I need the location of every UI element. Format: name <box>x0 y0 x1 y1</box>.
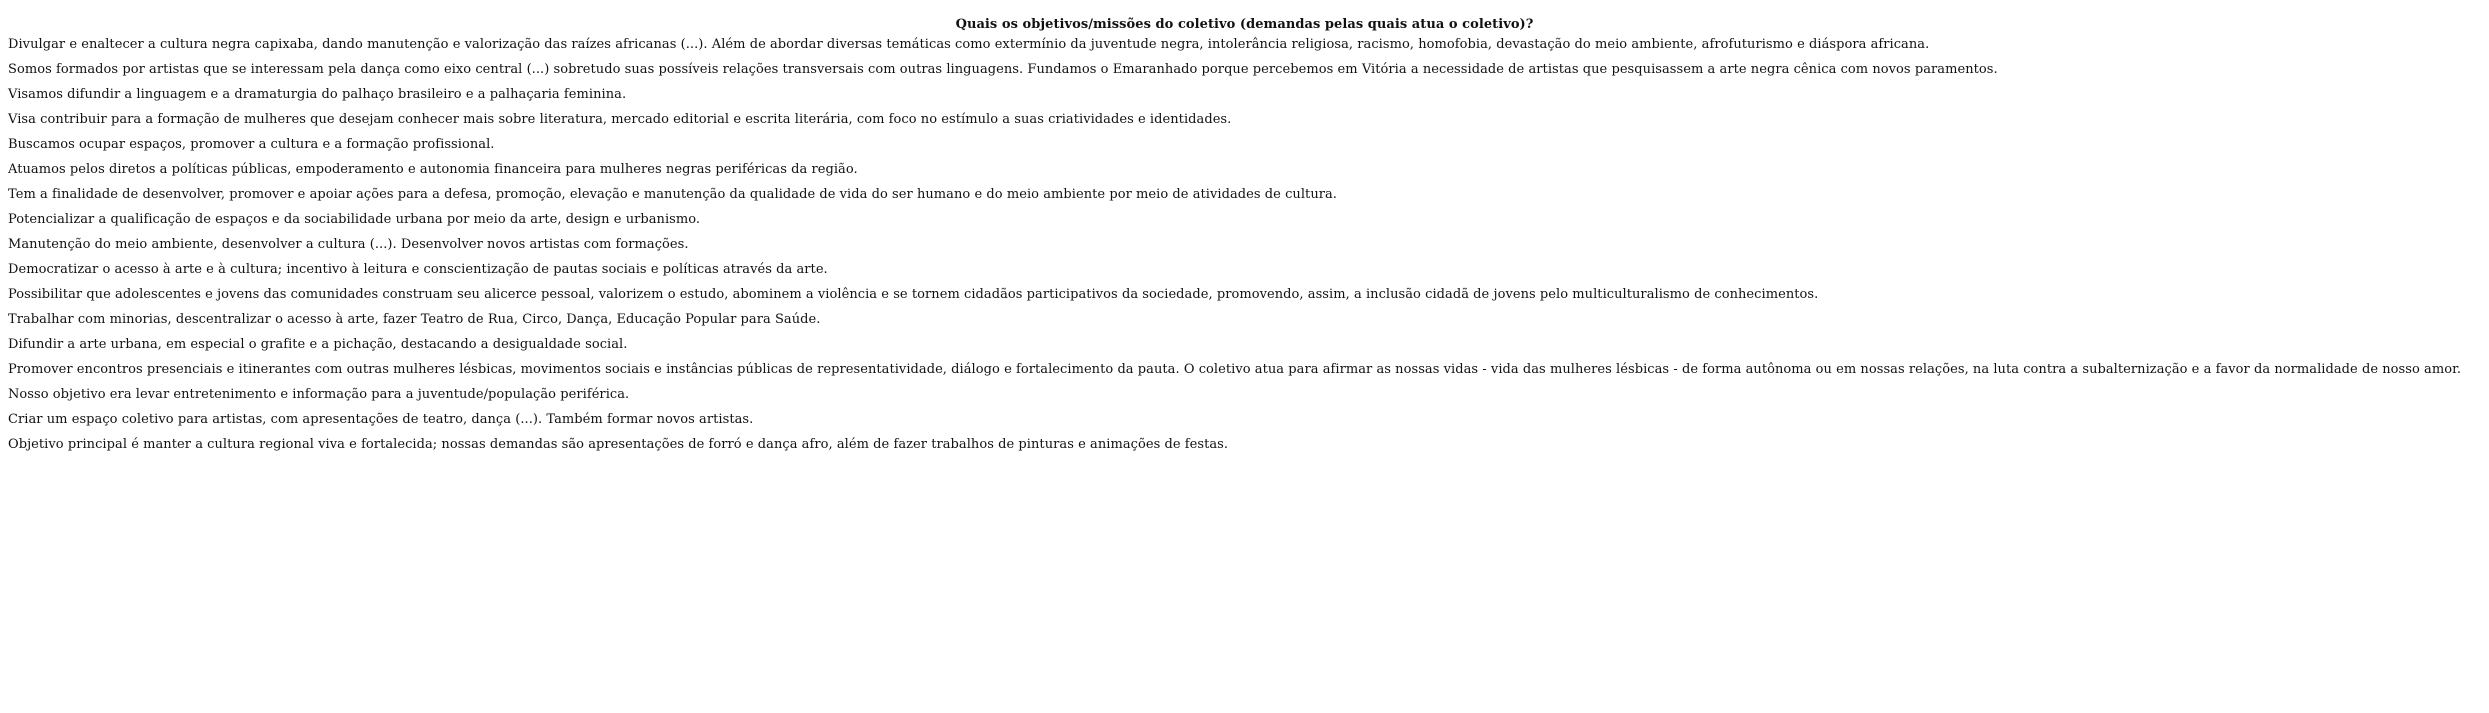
answer-line: Manutenção do meio ambiente, desenvolver a cultura (...). Desenvolver novos artistas com formações. <box>8 236 689 252</box>
answer-line: Promover encontros presenciais e itinerantes com outras mulheres lésbicas, movimentos sociais e instâncias públicas de representatividade, diálogo e fortalecimento da pauta. O coletivo atua para afirmar as nossas vidas - vida das mulheres lésbicas - de forma autônoma ou em nossas relações, na luta contra a subalternização e a favor da normalidade de nosso amor. <box>8 361 2462 377</box>
answer-line: Nosso objetivo era levar entretenimento e informação para a juventude/população periférica. <box>8 386 630 402</box>
answer-line: Somos formados por artistas que se interessam pela dança como eixo central (...) sobretudo suas possíveis relações transversais com outras linguagens. Fundamos o Emaranhado porque percebemos em Vitória a necessidade de artistas que pesquisassem a arte negra cênica com novos paramentos. <box>8 61 1998 77</box>
answer-line: Potencializar a qualificação de espaços e da sociabilidade urbana por meio da arte, design e urbanismo. <box>8 211 701 227</box>
answer-line: Tem a finalidade de desenvolver, promover e apoiar ações para a defesa, promoção, elevação e manutenção da qualidade de vida do ser humano e do meio ambiente por meio de atividades de cultura. <box>8 186 1337 202</box>
answer-line: Atuamos pelos diretos a políticas públicas, empoderamento e autonomia financeira para mulheres negras periféricas da região. <box>8 161 858 177</box>
answer-line: Visamos difundir a linguagem e a dramaturgia do palhaço brasileiro e a palhaçaria feminina. <box>8 86 627 102</box>
question-title: Quais os objetivos/missões do coletivo (demandas pelas quais atua o coletivo)? <box>955 16 1534 32</box>
answer-line: Buscamos ocupar espaços, promover a cultura e a formação profissional. <box>8 136 495 152</box>
answer-line: Difundir a arte urbana, em especial o grafite e a pichação, destacando a desigualdade social. <box>8 336 628 352</box>
answer-line: Trabalhar com minorias, descentralizar o acesso à arte, fazer Teatro de Rua, Circo, Dança, Educação Popular para Saúde. <box>8 311 821 327</box>
answer-line: Divulgar e enaltecer a cultura negra capixaba, dando manutenção e valorização das raízes africanas (...). Além de abordar diversas temáticas como extermínio da juventude negra, intolerância religiosa, racismo, homofobia, devastação do meio ambiente, afrofuturismo e diáspora africana. <box>8 36 1930 52</box>
answer-line: Objetivo principal é manter a cultura regional viva e fortalecida; nossas demandas são apresentações de forró e dança afro, além de fazer trabalhos de pinturas e animações de festas. <box>8 436 1229 452</box>
answer-line: Democratizar o acesso à arte e à cultura; incentivo à leitura e conscientização de pautas sociais e políticas através da arte. <box>8 261 828 277</box>
answer-line: Possibilitar que adolescentes e jovens das comunidades construam seu alicerce pessoal, valorizem o estudo, abominem a violência e se tornem cidadãos participativos da sociedade, promovendo, assim, a inclusão cidadã de jovens pelo multiculturalismo de conhecimentos. <box>8 286 1819 302</box>
answer-line: Visa contribuir para a formação de mulheres que desejam conhecer mais sobre literatura, mercado editorial e escrita literária, com foco no estímulo a suas criatividades e identidades. <box>8 111 1232 127</box>
answer-line: Criar um espaço coletivo para artistas, com apresentações de teatro, dança (...). Também formar novos artistas. <box>8 411 754 427</box>
answers-list <box>8 32 2486 457</box>
